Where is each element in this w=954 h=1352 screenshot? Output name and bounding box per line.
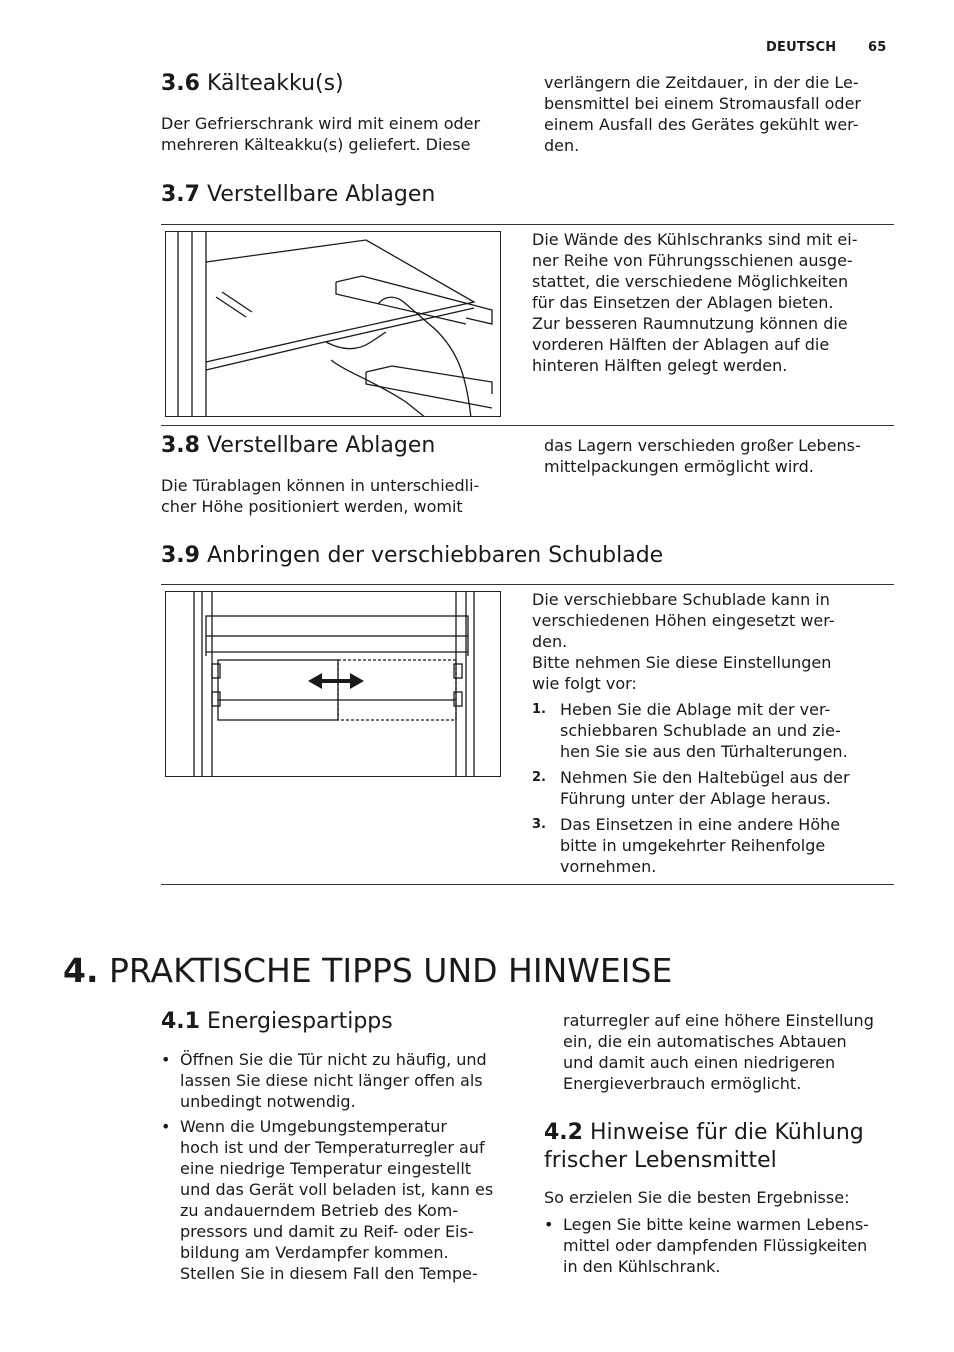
- list-item: [532, 814, 894, 877]
- section-3-9-text: [532, 589, 894, 877]
- section-divider: [161, 224, 894, 225]
- heading-number: 3.9: [161, 543, 200, 568]
- bullet-icon: •: [161, 1050, 171, 1069]
- list-number: 2.: [532, 770, 546, 785]
- shelf-insertion-drawing: [166, 232, 501, 417]
- section-4-2-intro: So erzielen Sie die besten Ergebnisse:: [544, 1188, 850, 1207]
- heading-3-7: [161, 181, 435, 209]
- list-text: Das Einsetzen in eine andere Höhe bitte in umgekehrter Reihenfolge vornehmen.: [560, 815, 841, 876]
- page-header-section: DEUTSCH: [766, 40, 837, 55]
- section-divider: [161, 884, 894, 885]
- section-divider: [161, 425, 894, 426]
- heading-title: Anbringen der verschiebbaren Schublade: [206, 543, 664, 568]
- list-item: [161, 1116, 521, 1284]
- heading-number: 3.8: [161, 433, 200, 458]
- section-3-7-text: Die Wände des Kühlschranks sind mit ei- ner Reihe von Führungsschienen ausge- stattet, die verschiedene Möglichkeiten für das Einsetzen der Ablagen bieten. Zur besseren Raumnutzung können die vorderen Hälften der Ablagen auf die hinteren Hälften gelegt werden.: [532, 230, 858, 375]
- heading-title: Hinweise für die Kühlung: [589, 1120, 864, 1145]
- list-number: 1.: [532, 702, 546, 717]
- heading-title: Verstellbare Ablagen: [206, 433, 436, 458]
- section-4-1-continuation: raturregler auf eine höhere Einstellung ein, die ein automatisches Abtauen und damit auch einen niedrigeren Energieverbrauch ermöglicht.: [563, 1011, 874, 1093]
- heading-3-9: [161, 542, 663, 570]
- heading-number: 3.6: [161, 71, 200, 96]
- section-3-6-left-text: Der Gefrierschrank wird mit einem oder mehreren Kälteakku(s) geliefert. Diese: [161, 114, 481, 154]
- heading-number: 3.7: [161, 182, 200, 207]
- list-text: Öffnen Sie die Tür nicht zu häufig, und lassen Sie diese nicht länger offen als unbedingt notwendig.: [180, 1050, 487, 1111]
- list-item: [544, 1214, 904, 1277]
- chapter-heading: [63, 951, 672, 991]
- section-4-2-bullets: [544, 1214, 904, 1277]
- section-3-8-left-text: Die Türablagen können in unterschiedli- cher Höhe positioniert werden, womit: [161, 476, 480, 516]
- heading-number: 4.1: [161, 1009, 200, 1034]
- heading-number: 4.2: [544, 1120, 583, 1145]
- list-text: Wenn die Umgebungstemperatur hoch ist und der Temperaturregler auf eine niedrige Temperatur eingestellt und das Gerät voll beladen ist, kann es zu andauerndem Betrieb des Kom- pressors und damit zu Reif- oder Eis- bildung am Verdampfer kommen. Stellen Sie in diesem Fall den Tempe-: [180, 1117, 494, 1283]
- page-number: 65: [868, 40, 887, 55]
- section-divider: [161, 584, 894, 585]
- list-text: Legen Sie bitte keine warmen Lebens- mittel oder dampfenden Flüssigkeiten in den Kühlschrank.: [563, 1215, 869, 1276]
- heading-title: Verstellbare Ablagen: [206, 182, 436, 207]
- heading-3-6: [161, 70, 344, 98]
- list-number: 3.: [532, 817, 546, 832]
- list-text: Heben Sie die Ablage mit der ver- schiebbaren Schublade an und zie- hen Sie sie aus den Türhalterungen.: [560, 700, 848, 761]
- heading-title: Energiespartipps: [206, 1009, 393, 1034]
- heading-4-2-line2: frischer Lebensmittel: [544, 1148, 777, 1173]
- heading-4-2: [544, 1119, 864, 1147]
- shelf-illustration: [165, 231, 501, 417]
- section-4-1-bullets: [161, 1049, 521, 1284]
- chapter-number: 4.: [63, 951, 99, 990]
- heading-title: Kälteakku(s): [206, 71, 344, 96]
- heading-3-8: [161, 432, 435, 460]
- section-3-6-right-text: verlängern die Zeitdauer, in der die Le- bensmittel bei einem Stromausfall oder einem Ausfall des Gerätes gekühlt wer- den.: [544, 73, 861, 155]
- drawer-illustration: [165, 591, 501, 777]
- chapter-title: PRAKTISCHE TIPPS UND HINWEISE: [109, 951, 673, 990]
- list-item: [532, 767, 894, 809]
- heading-4-1: [161, 1008, 393, 1036]
- list-text: Nehmen Sie den Haltebügel aus der Führung unter der Ablage heraus.: [560, 768, 850, 808]
- bullet-icon: •: [161, 1117, 171, 1136]
- bullet-icon: •: [544, 1215, 554, 1234]
- sliding-drawer-drawing: [166, 592, 501, 777]
- list-item: [532, 699, 894, 762]
- section-3-8-right-text: das Lagern verschieden großer Lebens- mittelpackungen ermöglicht wird.: [544, 436, 861, 476]
- list-item: [161, 1049, 521, 1112]
- section-3-9-intro: Die verschiebbare Schublade kann in verschiedenen Höhen eingesetzt wer- den. Bitte nehmen Sie diese Einstellungen wie folgt vor:: [532, 590, 835, 693]
